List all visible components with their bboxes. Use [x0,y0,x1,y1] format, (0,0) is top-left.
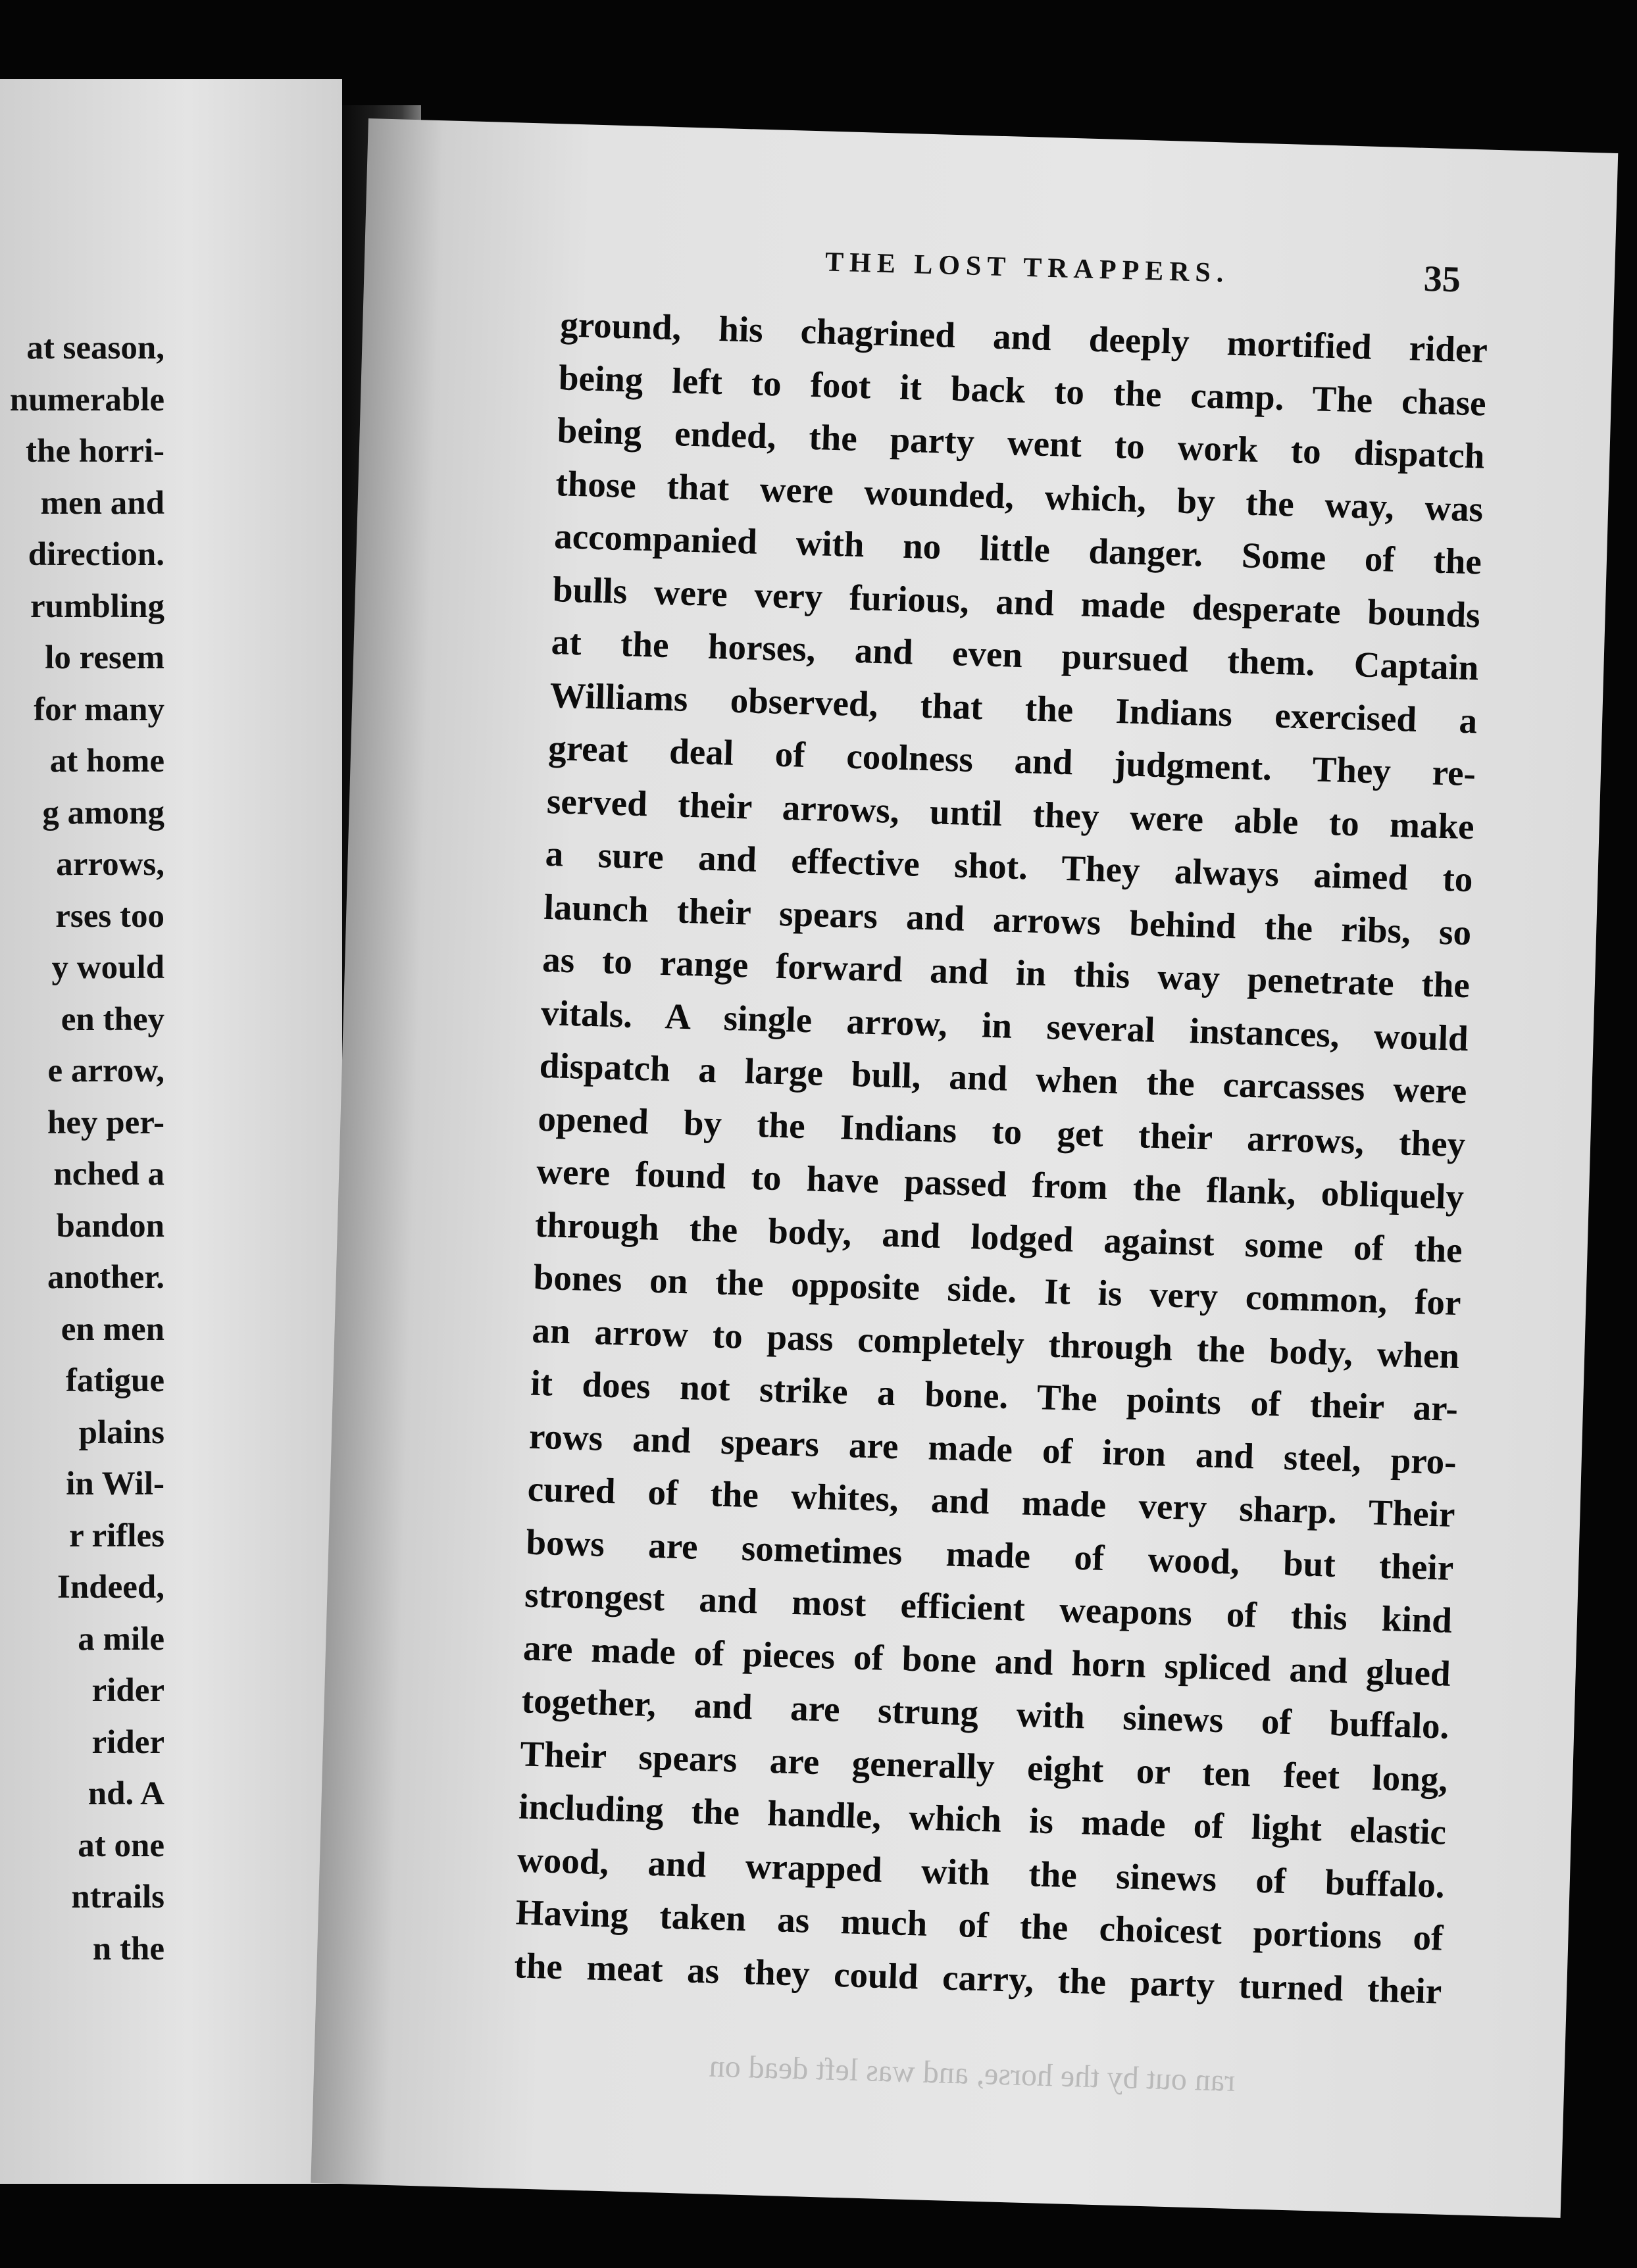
text-line: e arrow, [47,1052,164,1089]
text-line: numerable [9,381,164,418]
text-line: a sure and effective shot. They always aimed to [545,833,1474,900]
text-line: being ended, the party went to work to dispatch [557,410,1486,476]
text-line: rses too [55,897,164,935]
text-line: Their spears are generally eight or ten feet long, [519,1733,1448,1800]
text-line: ground, his chagrined and deeply mortified rider [559,304,1488,370]
text-line: cured of the whites, and made very sharp. Their [527,1468,1456,1535]
text-line: served their arrows, until they were able to make [546,780,1475,847]
text-line: rider [91,1723,164,1761]
page-number: 35 [1423,258,1461,301]
text-line: arrows, [56,846,164,883]
text-line: at one [78,1827,164,1864]
text-line: for many [34,691,164,728]
text-line: were found to have passed from the flank, obliquely [536,1150,1465,1218]
text-line: including the handle, which is made of light elastic [518,1786,1447,1852]
text-line: rows and spears are made of iron and steel, pro- [528,1416,1457,1482]
text-line: g among [42,794,164,831]
bleed-through-text: ran out by the horse, and was left dead on [709,2048,1236,2098]
text-line: vitals. A single arrow, in several instances, would [540,992,1469,1058]
text-line: through the body, and lodged against some of the [534,1204,1463,1270]
text-line: fatigue [65,1362,164,1399]
text-line: great deal of coolness and judgment. They re- [547,727,1476,794]
text-line: men and [40,484,164,522]
text-line: together, and are strung with sinews of buffalo. [521,1680,1450,1746]
text-line: en men [61,1310,164,1348]
text-line: en they [61,1000,164,1038]
text-line: direction. [28,536,164,573]
text-line: it does not strike a bone. The points of their ar- [530,1362,1459,1429]
text-line: the horri- [25,433,164,470]
running-head: THE LOST TRAPPERS. [824,247,1230,289]
text-line: lo resem [45,639,164,676]
text-line: strongest and most efficient weapons of this kind [524,1574,1453,1640]
left-page-text [10,322,164,1975]
text-line: rider [91,1672,164,1709]
text-line: dispatch a large bull, and when the carcasses were [539,1045,1468,1112]
text-line: nched a [53,1156,164,1193]
text-line: at home [49,743,164,779]
text-line: y would [51,949,164,986]
text-line: accompanied with no little danger. Some of the [553,516,1482,582]
body-text [514,298,1488,2017]
text-line: bones on the opposite side. It is very common, for [533,1256,1462,1323]
text-line: opened by the Indians to get their arrows, they [537,1098,1466,1164]
left-page [0,79,342,2184]
text-line: as to range forward and in this way penetrate the [541,939,1471,1006]
text-line: ntrails [71,1879,164,1915]
text-line: the meat as they could carry, the party turned their [513,1944,1443,2011]
text-line: rumbling [30,587,164,625]
text-line: Indeed, [57,1569,164,1606]
text-line: bandon [56,1207,164,1245]
text-line: in Wil- [66,1466,164,1502]
text-line: launch their spears and arrows behind the ribs, so [543,886,1472,952]
text-line: a mile [78,1620,164,1658]
text-line: those that were wounded, which, by the way, was [555,462,1484,530]
text-line: at the horses, and even pursued them. Captain [551,622,1480,688]
text-line: at season, [26,330,164,366]
text-line: another. [47,1259,164,1296]
text-line: Williams observed, that the Indians exercised a [549,674,1478,741]
text-line: bulls were very furious, and made desperate bounds [552,568,1481,635]
text-line: an arrow to pass completely through the body, when [531,1310,1460,1376]
page-header [364,234,1497,318]
text-line: nd. A [88,1775,164,1812]
text-line: plains [78,1414,164,1451]
text-line: Having taken as much of the choicest portions of [515,1892,1444,1958]
text-line: are made of pieces of bone and horn spliced and glued [522,1627,1451,1694]
text-line: hey per- [47,1104,164,1141]
text-line: bows are sometimes made of wood, but their [525,1521,1454,1588]
text-line: r rifles [69,1517,164,1554]
text-line: being left to foot it back to the camp. The chase [558,357,1487,424]
text-line: wood, and wrapped with the sinews of buffalo. [516,1838,1446,1906]
text-line: n the [92,1930,164,1967]
right-page [311,118,1618,2218]
